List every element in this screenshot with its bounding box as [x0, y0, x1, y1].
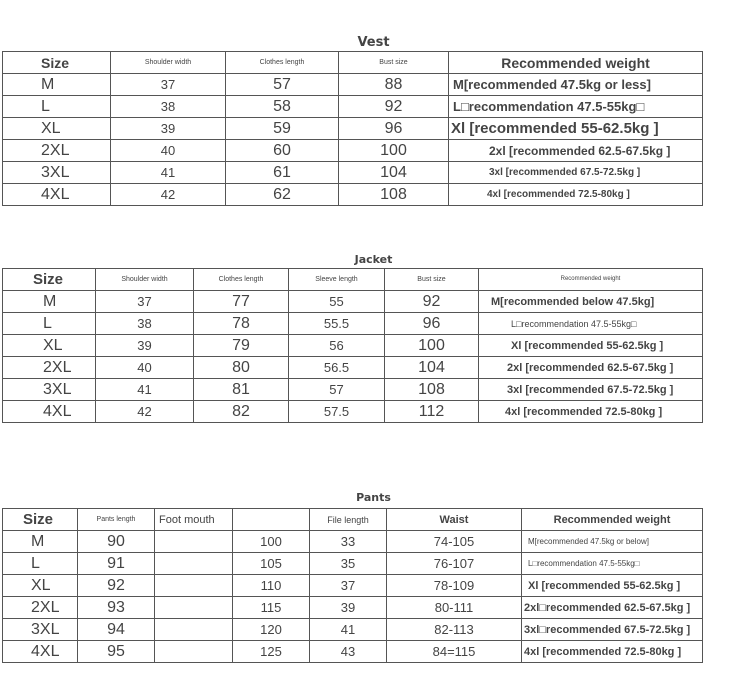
recommended-weight-cell: 4xl [recommended 72.5-80kg ] — [479, 401, 703, 423]
size-cell: 3XL — [3, 162, 111, 184]
size-cell: M — [3, 531, 78, 553]
foot-mouth-cell — [155, 597, 233, 619]
clothes-length-cell: 57 — [226, 74, 339, 96]
pants-length-cell: 93 — [78, 597, 155, 619]
file-length-cell: 33 — [310, 531, 387, 553]
table-row — [3, 531, 703, 553]
pants-length-cell: 95 — [78, 641, 155, 663]
shoulder-width-cell: 39 — [96, 335, 194, 357]
file-length-cell: 41 — [310, 619, 387, 641]
size-cell: 4XL — [3, 641, 78, 663]
vest-header-clothes-length: Clothes length — [226, 52, 339, 74]
shoulder-width-cell: 37 — [111, 74, 226, 96]
recommended-weight-cell: 3xl□recommended 67.5-72.5kg ] — [522, 619, 703, 641]
clothes-length-cell: 58 — [226, 96, 339, 118]
measurement-cell: 125 — [233, 641, 310, 663]
jacket-title: Jacket — [354, 253, 393, 266]
sleeve-length-cell: 57 — [289, 379, 385, 401]
measurement-cell: 105 — [233, 553, 310, 575]
table-row — [3, 641, 703, 663]
foot-mouth-cell — [155, 619, 233, 641]
clothes-length-cell: 80 — [194, 357, 289, 379]
file-length-cell: 39 — [310, 597, 387, 619]
recommended-weight-cell: L□recommendation 47.5-55kg□ — [522, 553, 703, 575]
measurement-cell: 120 — [233, 619, 310, 641]
pants-header-size: Size — [3, 509, 78, 531]
jacket-header-size: Size — [3, 269, 96, 291]
waist-cell: 82-113 — [387, 619, 522, 641]
size-cell: L — [3, 313, 96, 335]
file-length-cell: 35 — [310, 553, 387, 575]
table-row — [3, 379, 703, 401]
table-row — [3, 619, 703, 641]
vest-title: Vest — [357, 35, 390, 50]
recommended-weight-cell: 2xl□recommended 62.5-67.5kg ] — [522, 597, 703, 619]
shoulder-width-cell: 42 — [96, 401, 194, 423]
recommended-weight-cell: L□recommendation 47.5-55kg□ — [479, 313, 703, 335]
shoulder-width-cell: 37 — [96, 291, 194, 313]
table-row — [3, 313, 703, 335]
bust-size-cell: 96 — [385, 313, 479, 335]
pants-header-foot-mouth: Foot mouth — [155, 509, 233, 531]
pants-header-pants-length: Pants length — [78, 509, 155, 531]
waist-cell: 76-107 — [387, 553, 522, 575]
table-row — [3, 291, 703, 313]
waist-cell: 74-105 — [387, 531, 522, 553]
shoulder-width-cell: 38 — [96, 313, 194, 335]
recommended-weight-cell: M[recommended 47.5kg or below] — [522, 531, 703, 553]
recommended-weight-cell: M[recommended 47.5kg or less] — [449, 74, 703, 96]
table-row — [3, 74, 703, 96]
pants-header-recommended-weight: Recommended weight — [522, 509, 703, 531]
size-cell: 3XL — [3, 379, 96, 401]
pants-length-cell: 92 — [78, 575, 155, 597]
recommended-weight-cell: Xl [recommended 55-62.5kg ] — [479, 335, 703, 357]
sleeve-length-cell: 57.5 — [289, 401, 385, 423]
bust-size-cell: 88 — [339, 74, 449, 96]
recommended-weight-cell: 4xl [recommended 72.5-80kg ] — [522, 641, 703, 663]
recommended-weight-cell: L□recommendation 47.5-55kg□ — [449, 96, 703, 118]
shoulder-width-cell: 41 — [96, 379, 194, 401]
size-cell: L — [3, 96, 111, 118]
size-cell: 2XL — [3, 140, 111, 162]
foot-mouth-cell — [155, 641, 233, 663]
pants-size-table — [2, 508, 703, 663]
bust-size-cell: 112 — [385, 401, 479, 423]
pants-length-cell: 91 — [78, 553, 155, 575]
foot-mouth-cell — [155, 575, 233, 597]
jacket-header-recommended-weight: Recommended weight — [479, 269, 703, 291]
size-cell: 3XL — [3, 619, 78, 641]
jacket-size-table — [2, 268, 703, 423]
recommended-weight-cell: M[recommended below 47.5kg] — [479, 291, 703, 313]
pants-title: Pants — [356, 491, 391, 504]
table-row — [3, 335, 703, 357]
recommended-weight-cell: 4xl [recommended 72.5-80kg ] — [449, 184, 703, 206]
pants-length-cell: 94 — [78, 619, 155, 641]
vest-size-table — [2, 51, 703, 206]
measurement-cell: 115 — [233, 597, 310, 619]
jacket-header-sleeve-length: Sleeve length — [289, 269, 385, 291]
sleeve-length-cell: 56.5 — [289, 357, 385, 379]
shoulder-width-cell: 38 — [111, 96, 226, 118]
bust-size-cell: 100 — [339, 140, 449, 162]
pants-header-file-length: File length — [310, 509, 387, 531]
pants-header-row — [3, 509, 703, 531]
size-cell: M — [3, 74, 111, 96]
clothes-length-cell: 59 — [226, 118, 339, 140]
shoulder-width-cell: 40 — [96, 357, 194, 379]
jacket-header-clothes-length: Clothes length — [194, 269, 289, 291]
recommended-weight-cell: Xl [recommended 55-62.5kg ] — [522, 575, 703, 597]
shoulder-width-cell: 41 — [111, 162, 226, 184]
size-cell: 2XL — [3, 357, 96, 379]
shoulder-width-cell: 42 — [111, 184, 226, 206]
measurement-cell: 110 — [233, 575, 310, 597]
table-row — [3, 553, 703, 575]
jacket-header-row — [3, 269, 703, 291]
bust-size-cell: 96 — [339, 118, 449, 140]
clothes-length-cell: 78 — [194, 313, 289, 335]
vest-header-row — [3, 52, 703, 74]
size-cell: 4XL — [3, 401, 96, 423]
clothes-length-cell: 60 — [226, 140, 339, 162]
clothes-length-cell: 81 — [194, 379, 289, 401]
table-row — [3, 184, 703, 206]
bust-size-cell: 92 — [385, 291, 479, 313]
table-row — [3, 597, 703, 619]
table-row — [3, 162, 703, 184]
recommended-weight-cell: 2xl [recommended 62.5-67.5kg ] — [479, 357, 703, 379]
file-length-cell: 37 — [310, 575, 387, 597]
jacket-header-bust-size: Bust size — [385, 269, 479, 291]
recommended-weight-cell: 2xl [recommended 62.5-67.5kg ] — [449, 140, 703, 162]
foot-mouth-cell — [155, 553, 233, 575]
bust-size-cell: 108 — [385, 379, 479, 401]
table-row — [3, 575, 703, 597]
vest-header-size: Size — [3, 52, 111, 74]
waist-cell: 78-109 — [387, 575, 522, 597]
recommended-weight-cell: 3xl [recommended 67.5-72.5kg ] — [449, 162, 703, 184]
clothes-length-cell: 77 — [194, 291, 289, 313]
measurement-cell: 100 — [233, 531, 310, 553]
table-row — [3, 401, 703, 423]
size-cell: M — [3, 291, 96, 313]
table-row — [3, 96, 703, 118]
waist-cell: 80-111 — [387, 597, 522, 619]
size-cell: XL — [3, 118, 111, 140]
bust-size-cell: 104 — [339, 162, 449, 184]
size-cell: L — [3, 553, 78, 575]
vest-header-bust-size: Bust size — [339, 52, 449, 74]
table-row — [3, 357, 703, 379]
vest-header-recommended-weight: Recommended weight — [449, 52, 703, 74]
size-cell: 4XL — [3, 184, 111, 206]
recommended-weight-cell: 3xl [recommended 67.5-72.5kg ] — [479, 379, 703, 401]
recommended-weight-cell: Xl [recommended 55-62.5kg ] — [449, 118, 703, 140]
table-row — [3, 118, 703, 140]
sleeve-length-cell: 55.5 — [289, 313, 385, 335]
shoulder-width-cell: 39 — [111, 118, 226, 140]
clothes-length-cell: 61 — [226, 162, 339, 184]
sleeve-length-cell: 55 — [289, 291, 385, 313]
pants-header-waist: Waist — [387, 509, 522, 531]
bust-size-cell: 92 — [339, 96, 449, 118]
clothes-length-cell: 79 — [194, 335, 289, 357]
size-cell: XL — [3, 335, 96, 357]
sleeve-length-cell: 56 — [289, 335, 385, 357]
pants-length-cell: 90 — [78, 531, 155, 553]
bust-size-cell: 100 — [385, 335, 479, 357]
bust-size-cell: 104 — [385, 357, 479, 379]
file-length-cell: 43 — [310, 641, 387, 663]
pants-header-blank — [233, 509, 310, 531]
vest-header-shoulder-width: Shoulder width — [111, 52, 226, 74]
size-cell: XL — [3, 575, 78, 597]
clothes-length-cell: 62 — [226, 184, 339, 206]
clothes-length-cell: 82 — [194, 401, 289, 423]
waist-cell: 84=115 — [387, 641, 522, 663]
foot-mouth-cell — [155, 531, 233, 553]
size-cell: 2XL — [3, 597, 78, 619]
table-row — [3, 140, 703, 162]
bust-size-cell: 108 — [339, 184, 449, 206]
shoulder-width-cell: 40 — [111, 140, 226, 162]
jacket-header-shoulder-width: Shoulder width — [96, 269, 194, 291]
